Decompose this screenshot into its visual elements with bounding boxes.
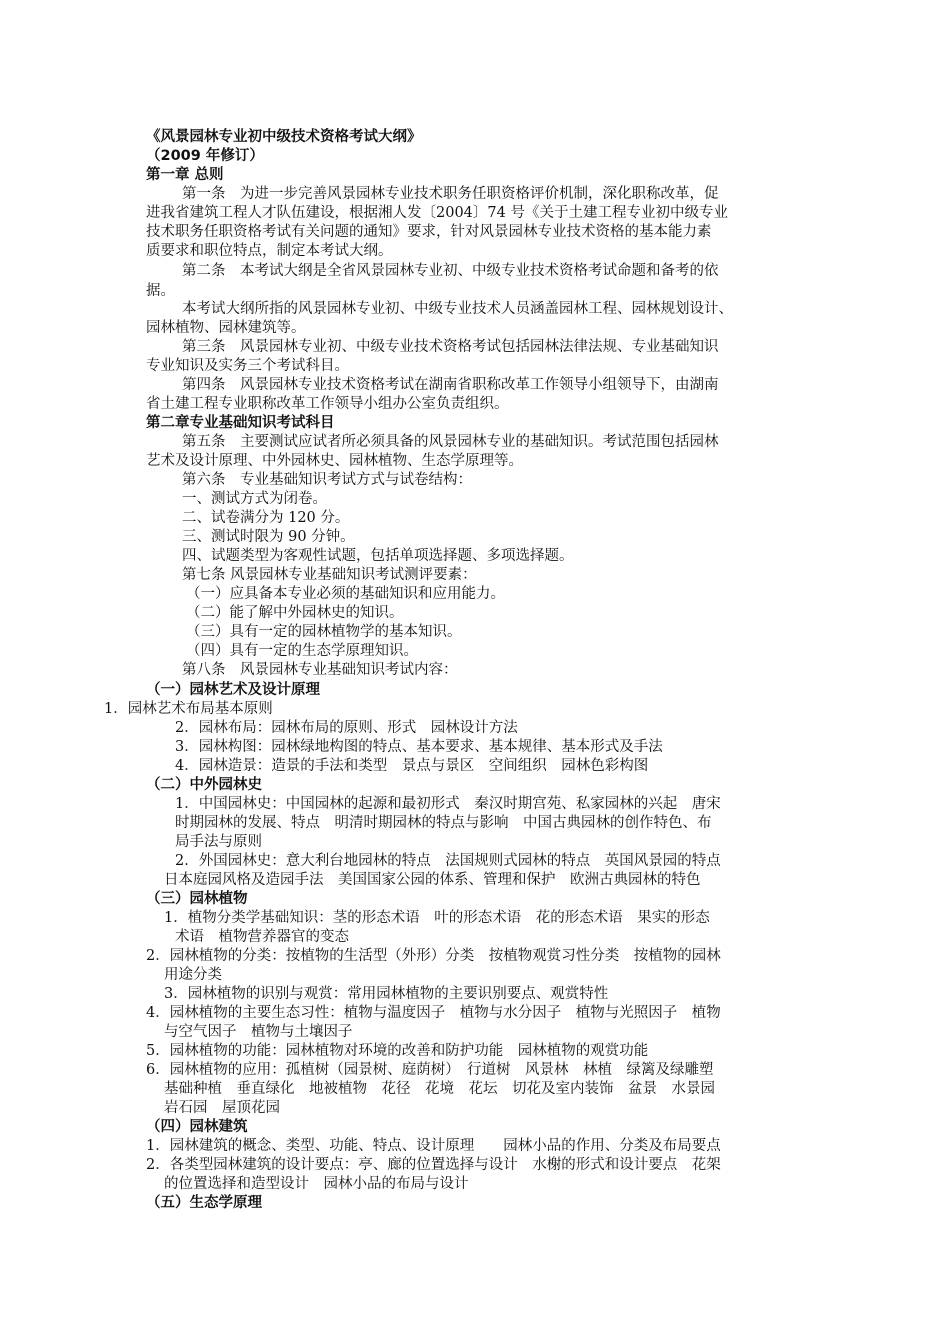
sec4-heading: （四）园林建筑 — [146, 1119, 248, 1135]
art4-line1: 第四条 风景园林专业技术资格考试在湖南省职称改革工作领导小组领导下，由湖南 — [182, 377, 719, 393]
sec2-item1-line2: 时期园林的发展、特点 明清时期园林的特点与影响 中国古典园林的创作特色、布 — [175, 815, 712, 831]
sec1-heading: （一）园林艺术及设计原理 — [146, 682, 320, 698]
sec3-item6-line3: 岩石园 屋顶花园 — [164, 1100, 280, 1116]
chapter2-heading: 第二章专业基础知识考试科目 — [146, 415, 335, 431]
art3-line2: 专业知识及实务三个考试科目。 — [146, 358, 349, 374]
art6: 第六条 专业基础知识考试方式与试卷结构： — [182, 472, 472, 488]
art3-line1: 第三条 风景园林专业初、中级专业技术资格考试包括园林法律法规、专业基础知识 — [182, 339, 719, 355]
document-title: 《风景园林专业初中级技术资格考试大纲》 — [146, 129, 422, 145]
art8: 第八条 风景园林专业基础知识考试内容： — [182, 662, 458, 678]
art6-item2: 二、试卷满分为 120 分。 — [182, 510, 350, 526]
sec3-item1-line1: 1．植物分类学基础知识：茎的形态术语 叶的形态术语 花的形态术语 果实的形态 — [164, 910, 710, 926]
sec3-item3: 3．园林植物的识别与观赏：常用园林植物的主要识别要点、观赏特性 — [164, 986, 609, 1002]
sec3-item1-line2: 术语 植物营养器官的变态 — [175, 929, 349, 945]
sec1-item4: 4．园林造景：造景的手法和类型 景点与景区 空间组织 园林色彩构图 — [175, 758, 649, 774]
sec2-item1-line3: 局手法与原则 — [175, 834, 262, 850]
sec3-item2-line1: 2．园林植物的分类：按植物的生活型（外形）分类 按植物观赏习性分类 按植物的园林 — [146, 948, 721, 964]
art5-line2: 艺术及设计原理、中外园林史、园林植物、生态学原理等。 — [146, 453, 523, 469]
sec5-heading: （五）生态学原理 — [146, 1195, 262, 1211]
sec2-item1-line1: 1．中国园林史：中国园林的起源和最初形式 秦汉时期宫苑、私家园林的兴起 唐宋 — [175, 796, 721, 812]
sec4-item2-line2: 的位置选择和造型设计 园林小品的布局与设计 — [164, 1176, 469, 1192]
chapter1-heading: 第一章 总则 — [146, 167, 224, 183]
art1-line1: 第一条 为进一步完善风景园林专业技术职务任职资格评价机制，深化职称改革，促 — [182, 186, 719, 202]
sec3-item6-line1: 6．园林植物的应用：孤植树（园景树、庭荫树） 行道树 风景林 林植 绿篱及绿雕塑 — [146, 1062, 714, 1078]
sec3-item4-line1: 4．园林植物的主要生态习性：植物与温度因子 植物与水分因子 植物与光照因子 植物 — [146, 1005, 721, 1021]
art4-line2: 省土建工程专业职称改革工作领导小组办公室负责组织。 — [146, 396, 509, 412]
sec3-item5: 5．园林植物的功能：园林植物对环境的改善和防护功能 园林植物的观赏功能 — [146, 1043, 649, 1059]
art6-item3: 三、测试时限为 90 分钟。 — [182, 529, 355, 545]
art1-line3: 技术职务任职资格考试有关问题的通知》要求，针对风景园林专业技术资格的基本能力素 — [146, 224, 712, 240]
sec2-heading: （二）中外园林史 — [146, 777, 262, 793]
sec1-item3: 3．园林构图：园林绿地构图的特点、基本要求、基本规律、基本形式及手法 — [175, 739, 663, 755]
sec2-item2-line1: 2．外国园林史：意大利台地园林的特点 法国规则式园林的特点 英国风景园的特点 — [175, 853, 721, 869]
sec3-item6-line2: 基础种植 垂直绿化 地被植物 花径 花境 花坛 切花及室内装饰 盆景 水景园 — [164, 1081, 715, 1097]
art6-item1: 一、测试方式为闭卷。 — [182, 491, 327, 507]
sec4-item1: 1．园林建筑的概念、类型、功能、特点、设计原理 园林小品的作用、分类及布局要点 — [146, 1138, 721, 1154]
art2-line1: 第二条 本考试大纲是全省风景园林专业初、中级专业技术资格考试命题和备考的依 — [182, 263, 719, 279]
sec3-item2-line2: 用途分类 — [164, 967, 222, 983]
art6-item4: 四、试题类型为客观性试题，包括单项选择题、多项选择题。 — [182, 548, 574, 564]
art5-line1: 第五条 主要测试应试者所必须具备的风景园林专业的基础知识。考试范围包括园林 — [182, 434, 719, 450]
art2-note-line1: 本考试大纲所指的风景园林专业初、中级专业技术人员涵盖园林工程、园林规划设计、 — [182, 301, 733, 317]
art1-line4: 质要求和职位特点，制定本考试大纲。 — [146, 243, 393, 259]
sec1-item1: 1．园林艺术布局基本原则 — [104, 701, 273, 717]
sec4-item2-line1: 2．各类型园林建筑的设计要点：亭、廊的位置选择与设计 水榭的形式和设计要点 花架 — [146, 1157, 721, 1173]
art2-note-line2: 园林植物、园林建筑等。 — [146, 320, 306, 336]
sec3-heading: （三）园林植物 — [146, 891, 248, 907]
art1-line2: 进我省建筑工程人才队伍建设，根据湘人发〔2004〕74 号《关于土建工程专业初中级专业 — [146, 205, 728, 221]
art7-item4: （四）具有一定的生态学原理知识。 — [186, 643, 418, 659]
art2-line2: 据。 — [146, 283, 175, 299]
sec1-item2: 2．园林布局：园林布局的原则、形式 园林设计方法 — [175, 720, 518, 736]
art7-item2: （二）能了解中外园林史的知识。 — [186, 605, 404, 621]
sec3-item4-line2: 与空气因子 植物与土壤因子 — [164, 1024, 353, 1040]
document-subtitle: （2009 年修订） — [146, 148, 264, 164]
art7-item1: （一）应具备本专业必须的基础知识和应用能力。 — [186, 586, 505, 602]
art7-item3: （三）具有一定的园林植物学的基本知识。 — [186, 624, 462, 640]
sec2-item2-line2: 日本庭园风格及造园手法 美国国家公园的体系、管理和保护 欧洲古典园林的特色 — [164, 872, 701, 888]
art7: 第七条 风景园林专业基础知识考试测评要素： — [182, 567, 477, 583]
